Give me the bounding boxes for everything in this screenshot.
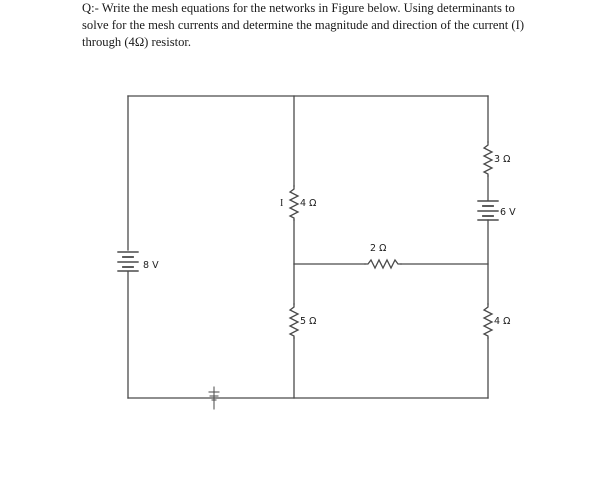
question-line-2: solve for the mesh currents and determine the magnitude and direction of the current (I)	[82, 18, 525, 32]
label-8v: 8 V	[143, 260, 159, 271]
label-4ohm-right: 4 Ω	[494, 316, 511, 327]
resistor-3ohm	[484, 142, 492, 176]
question-line-3: through (4Ω) resistor.	[82, 35, 192, 49]
resistor-5ohm	[290, 304, 298, 338]
battery-6v	[478, 201, 498, 220]
battery-8v	[118, 252, 138, 271]
label-5ohm: 5 Ω	[300, 316, 317, 327]
label-2ohm: 2 Ω	[370, 243, 387, 254]
question-line-1: Q:- Write the mesh equations for the networks in Figure below. Using determinants to	[82, 1, 515, 15]
current-label-i: I	[280, 198, 284, 209]
label-4ohm-middle: 4 Ω	[300, 198, 317, 209]
label-3ohm: 3 Ω	[494, 154, 511, 165]
label-6v: 6 V	[500, 207, 516, 218]
resistor-4ohm-middle	[290, 186, 298, 220]
wires	[128, 96, 488, 398]
resistor-2ohm	[365, 260, 401, 268]
resistor-4ohm-right	[484, 304, 492, 338]
